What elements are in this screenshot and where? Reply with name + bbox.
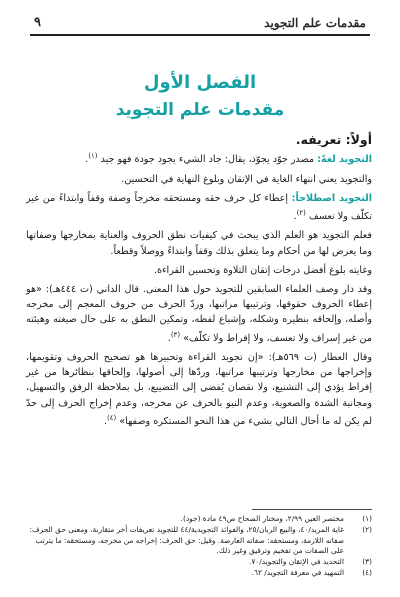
paragraph-end: . [293, 211, 297, 223]
footnote-text: التحديد في الإتقان والتجويد/٧٠. [248, 557, 344, 567]
paragraph-meaning: والتجويد يعني انتهاء الغاية في الإتقان وبلوغ النهاية في التحسين. [121, 173, 372, 185]
chapter-title: الفصل الأول [143, 72, 257, 93]
footnote-ref: (٣) [170, 330, 181, 339]
paragraph-text: مصدر جوّد يجوّد، يقال: جاد الشيء يجود جودة فهو جيد [100, 154, 318, 166]
footnote [26, 557, 372, 568]
paragraph-text: وقد دار وصف العلماء السابقين للتجويد حول هذا المعنى. قال الداني (ت ٤٤٤هـ): «هو إعطاء الحروف حقوقها، وترتيبها مراتبها، وردّ الحرف من حروف المعجم إلى مخرجه وأصله، وإلحاقه بنظيره وشكله، وإشباع لفظه، وتمكين النطق به على حال صيغته وهيئته من غير إسراف ولا تعسف، ولا إفراط ولا تكلّف» [26, 284, 372, 344]
paragraph-end: . [85, 154, 89, 166]
footnotes [26, 514, 372, 579]
body-text [26, 132, 372, 433]
paragraph-goal: وغايته بلوغ أفضل درجات إتقان التلاوة وتحسين القراءة. [153, 264, 372, 276]
term-linguistic: التجويد لغةً: [317, 154, 372, 166]
footnote [26, 525, 372, 557]
footnote-number: (٤) [362, 567, 372, 577]
footnote-number: (١) [362, 514, 372, 523]
paragraph-end: . [167, 332, 171, 344]
header-title: مقدمات علم التجويد [264, 16, 366, 30]
footnote-number: (٢) [362, 524, 372, 534]
footnote-text: التمهيد في معرفة التجويد/ ٦٢. [251, 567, 344, 577]
term-technical: التجويد اصطلاحاً: [291, 192, 372, 204]
paragraph-science: فعلم التجويد هو العلم الذي يبحث في كيفيات نطق الحروف والعناية بمخارجها وصفاتها وما يعرض لها من أحكام وما يتعلق بذلك وقفاً وابتداءً ووصلاً وقطعاً. [26, 230, 372, 257]
footnote-number: (٣) [362, 557, 372, 567]
footnote-ref: (٤) [107, 413, 117, 422]
footnote-text: غاية المريد/٤٠، والبيع الربان/٢٥، والفوائد التجويدية/٤٤ للتجويد تعريفات أخر متقاربة، ومعنى حق الحرف: صفاته اللازمة، ومستحقه: صفاته العارضة. وقيل: حق الحرف: إخراجه من مخرجه، ومستحقه: ما يترتب على الصفات من تفخيم وترقيق وغير ذلك. [29, 524, 344, 556]
paragraph-technical-definition [26, 191, 372, 225]
header-divider [30, 34, 370, 36]
footnote-ref: (١) [88, 152, 98, 161]
paragraph-end: . [103, 416, 107, 427]
chapter-subtitle: مقدمات علم التجويد [115, 100, 285, 120]
paragraph-text: إعطاء كل حرف حقه ومستحقه مخرجاً وصفة وقفاً وابتداءً من غير تكلّف ولا تعسف [26, 192, 372, 223]
running-header [34, 10, 366, 30]
paragraph-text: وقال العطار (ت ٥٦٩هـ): «إن تجويد القراءة وتحبيرها هو تصحيح الحروف وتقويمها، وإخراجها من مخارجها وترتيبها مراتبها، وردّها إلى أصولها، وإلحاقها بنظائرها من غير إفراط يؤدي إلى التشنيع، ولا نقصان يُفضي إلى التضييع، بل بملاحظة الرفق والتسهيل، ومجانبة الشدة والصعوبة، وعدم النبو بالحرف عن مخرجه، وعدم إخراج الحرف إلى حدّ لم يكن له ما أحال التالي بشيء من هذا النحو المستكره وصفها» [26, 352, 372, 427]
section-heading: أولاً: تعريفه. [295, 132, 372, 147]
page-number: ٩ [34, 15, 41, 30]
footnote-text: مختصر العين ٢/٩٩، ومختار الصحاح ص٤٩ مادة (جود). [180, 514, 344, 523]
paragraph-linguistic-definition [26, 149, 372, 167]
paragraph-attar-quote [26, 350, 372, 429]
paragraph-dani-quote [26, 282, 372, 346]
footnote [26, 568, 372, 579]
footnote [26, 514, 372, 525]
footnote-divider [252, 509, 372, 510]
footnote-ref: (٢) [296, 209, 306, 217]
